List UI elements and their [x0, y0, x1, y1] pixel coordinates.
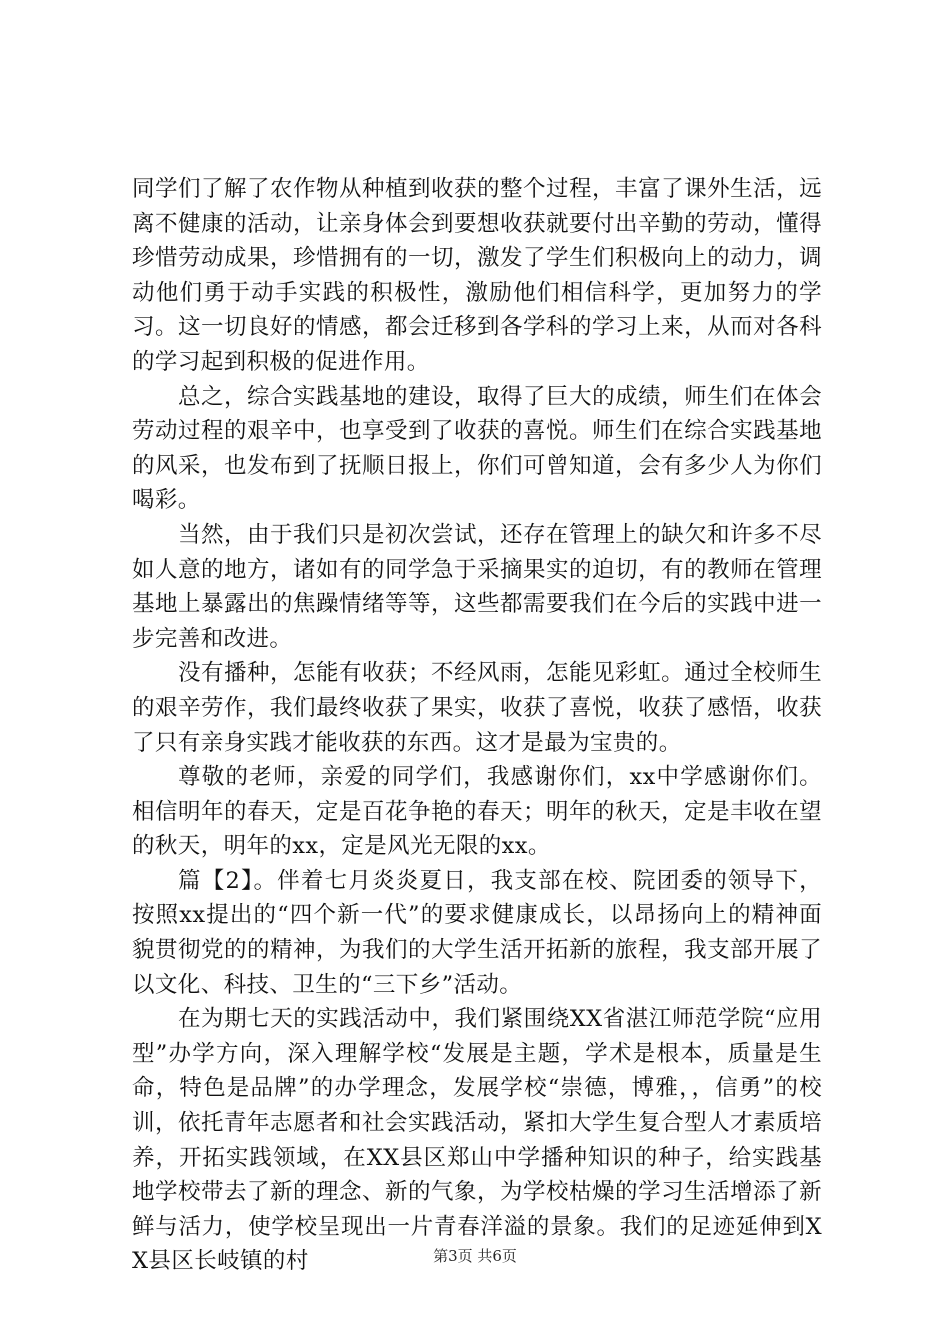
paragraph-1: 同学们了解了农作物从种植到收获的整个过程，丰富了课外生活，远离不健康的活动，让亲身体会到要想收获就要付出辛勤的劳动，懂得珍惜劳动成果，珍惜拥有的一切，激发了学生们积极向上的动力，调动他们勇于动手实践的积极性，激励他们相信科学，更加努力的学习。这一切良好的情感，都会迁移到各学科的学习上来，从而对各科的学习起到积极的促进作用。: [132, 176, 822, 375]
paragraph-5: 尊敬的老师，亲爱的同学们，我感谢你们，xx中学感谢你们。相信明年的春天，定是百花争艳的春天；明年的秋天，定是丰收在望的秋天，明年的xx，定是风光无限的xx。: [132, 764, 822, 860]
paragraph-3: 当然，由于我们只是初次尝试，还存在管理上的缺欠和许多不尽如人意的地方，诸如有的同学急于采摘果实的迫切，有的教师在管理基地上暴露出的焦躁情绪等等，这些都需要我们在今后的实践中进一步完善和改进。: [132, 521, 822, 652]
paragraph-6: 篇【2】。伴着七月炎炎夏日，我支部在校、院团委的领导下，按照xx提出的“四个新一代”的要求健康成长，以昂扬向上的精神面貌贯彻党的的精神，为我们的大学生活开拓新的旅程，我支部开展了以文化、科技、卫生的“三下乡”活动。: [132, 867, 822, 998]
body-text: [132, 172, 822, 1279]
paragraph-2: 总之，综合实践基地的建设，取得了巨大的成绩，师生们在体会劳动过程的艰辛中，也享受到了收获的喜悦。师生们在综合实践基地的风采，也发布到了抚顺日报上，你们可曾知道，会有多少人为你们喝彩。: [132, 383, 822, 514]
paragraph-4: 没有播种，怎能有收获；不经风雨，怎能见彩虹。通过全校师生的艰辛劳作，我们最终收获了果实，收获了喜悦，收获了感悟，收获了只有亲身实践才能收获的东西。这才是最为宝贵的。: [132, 660, 822, 756]
paragraph-7: 在为期七天的实践活动中，我们紧围绕XX省湛江师范学院“应用型”办学方向，深入理解学校“发展是主题，学术是根本，质量是生命，特色是品牌”的办学理念，发展学校“崇德，博雅，，信勇”的校训，依托青年志愿者和社会实践活动，紧扣大学生复合型人才素质培养，开拓实践领域，在XX县区郑山中学播种知识的种子，给实践基地学校带去了新的理念、新的气象，为学校枯燥的学习生活增添了新鲜与活力，使学校呈现出一片青春洋溢的景象。我们的足迹延伸到XX县区长岐镇的村: [132, 1006, 822, 1275]
page-footer: 第3页 共6页: [433, 1247, 517, 1265]
